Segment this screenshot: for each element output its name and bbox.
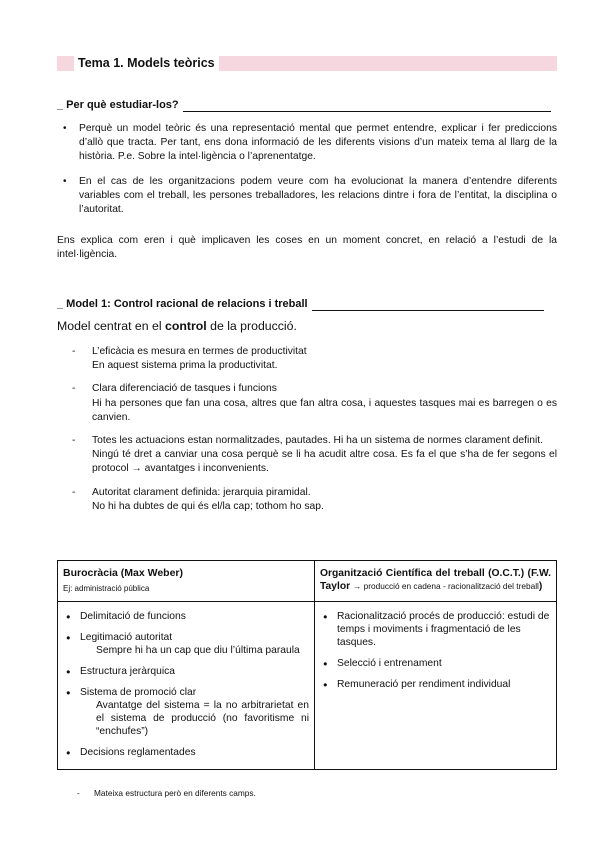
table-cell-bureaucracy <box>58 602 315 770</box>
table-cell-oct <box>315 602 557 770</box>
why-bullet-1: • Perquè un model teòric és una representació mental que permet entendre, explicar i fer prediccions d’allò que tracta. Per tant, ens dona informació de les diferents visions d’un mateix tema al llarg de la història. P.e. Sobre la intel·ligència o l’aprenentatge. <box>57 122 557 165</box>
comparison-table <box>57 560 557 770</box>
bureaucracy-item: ● Decisions reglamentades <box>63 746 309 759</box>
heading-rule <box>183 101 551 112</box>
oct-list <box>320 610 551 691</box>
bureaucracy-item: ● Delimitació de funcions <box>63 610 309 623</box>
heading-rule <box>312 300 544 311</box>
model1-item-3: - Totes les actuacions estan normalitzades, pautades. Hi ha un sistema de normes clarament definit. Ningú té dret a canviar una cosa perquè se li ha acudit altre cosa. Es fa el que s’ha de fer segons el protocol → avantatges i inconvenients. <box>72 434 557 477</box>
why-paragraph: Ens explica com eren i què implicaven les coses en un moment concret, en relació a l’estudi de la intel·ligència. <box>57 235 557 261</box>
bureaucracy-item: ● Legitimació autoritat Sempre hi ha un cap que diu l’última paraula <box>63 631 309 657</box>
oct-item: ● Racionalització procés de producció: estudi de temps i moviments i fragmentació de les tasques. <box>320 610 551 649</box>
section-heading-model1: _ Model 1: Control racional de relacions i treball <box>57 297 544 311</box>
table-footnote: - Mateixa estructura però en diferents camps. <box>77 788 256 798</box>
model1-item-1: - L’eficàcia es mesura en termes de productivitat En aquest sistema prima la productivitat. <box>72 345 557 373</box>
oct-item: ● Selecció i entrenament <box>320 657 551 670</box>
why-bullet-2: • En el cas de les organitzacions podem veure com ha evolucionat la manera d’entendre diferents variables com el treball, les persones treballadores, les relacions dintre i fora de l’entitat, la disciplina o l’autoritat. <box>57 175 557 218</box>
bureaucracy-item: ● Sistema de promoció clar Avantatge del sistema = la no arbitrarietat en el sistema de producció (no favoritisme ni “enchufes”) <box>63 686 309 738</box>
table-header-oct: Organització Científica del treball (O.C.T.) (F.W. Taylor → producció en cadena - racionalització del treball) <box>315 561 557 602</box>
model1-item-4: - Autoritat clarament definida: jerarquia piramidal. No hi ha dubtes de qui és el/la cap; tothom ho sap. <box>72 486 557 514</box>
model1-item-2: - Clara diferenciació de tasques i funcions Hi ha persones que fan una cosa, altres que fan altra cosa, i aquestes tasques mai es barregen o es canvien. <box>72 382 557 425</box>
section-heading-why: _ Per què estudiar-los? <box>57 98 551 112</box>
bureaucracy-item: ● Estructura jeràrquica <box>63 665 309 678</box>
model1-intro: Model centrat en el control de la producció. <box>57 319 297 333</box>
page-title: Tema 1. Models teòrics <box>74 55 219 72</box>
intro-emphasis: control <box>165 319 207 333</box>
table-header-bureaucracy: Burocràcia (Max Weber) Ej: administració pública <box>58 561 315 602</box>
model1-dash-list <box>72 345 557 523</box>
why-bullet-list <box>57 122 557 227</box>
oct-item: ● Remuneració per rendiment individual <box>320 678 551 691</box>
bureaucracy-list <box>63 610 309 759</box>
dash-marker: - <box>77 788 80 798</box>
